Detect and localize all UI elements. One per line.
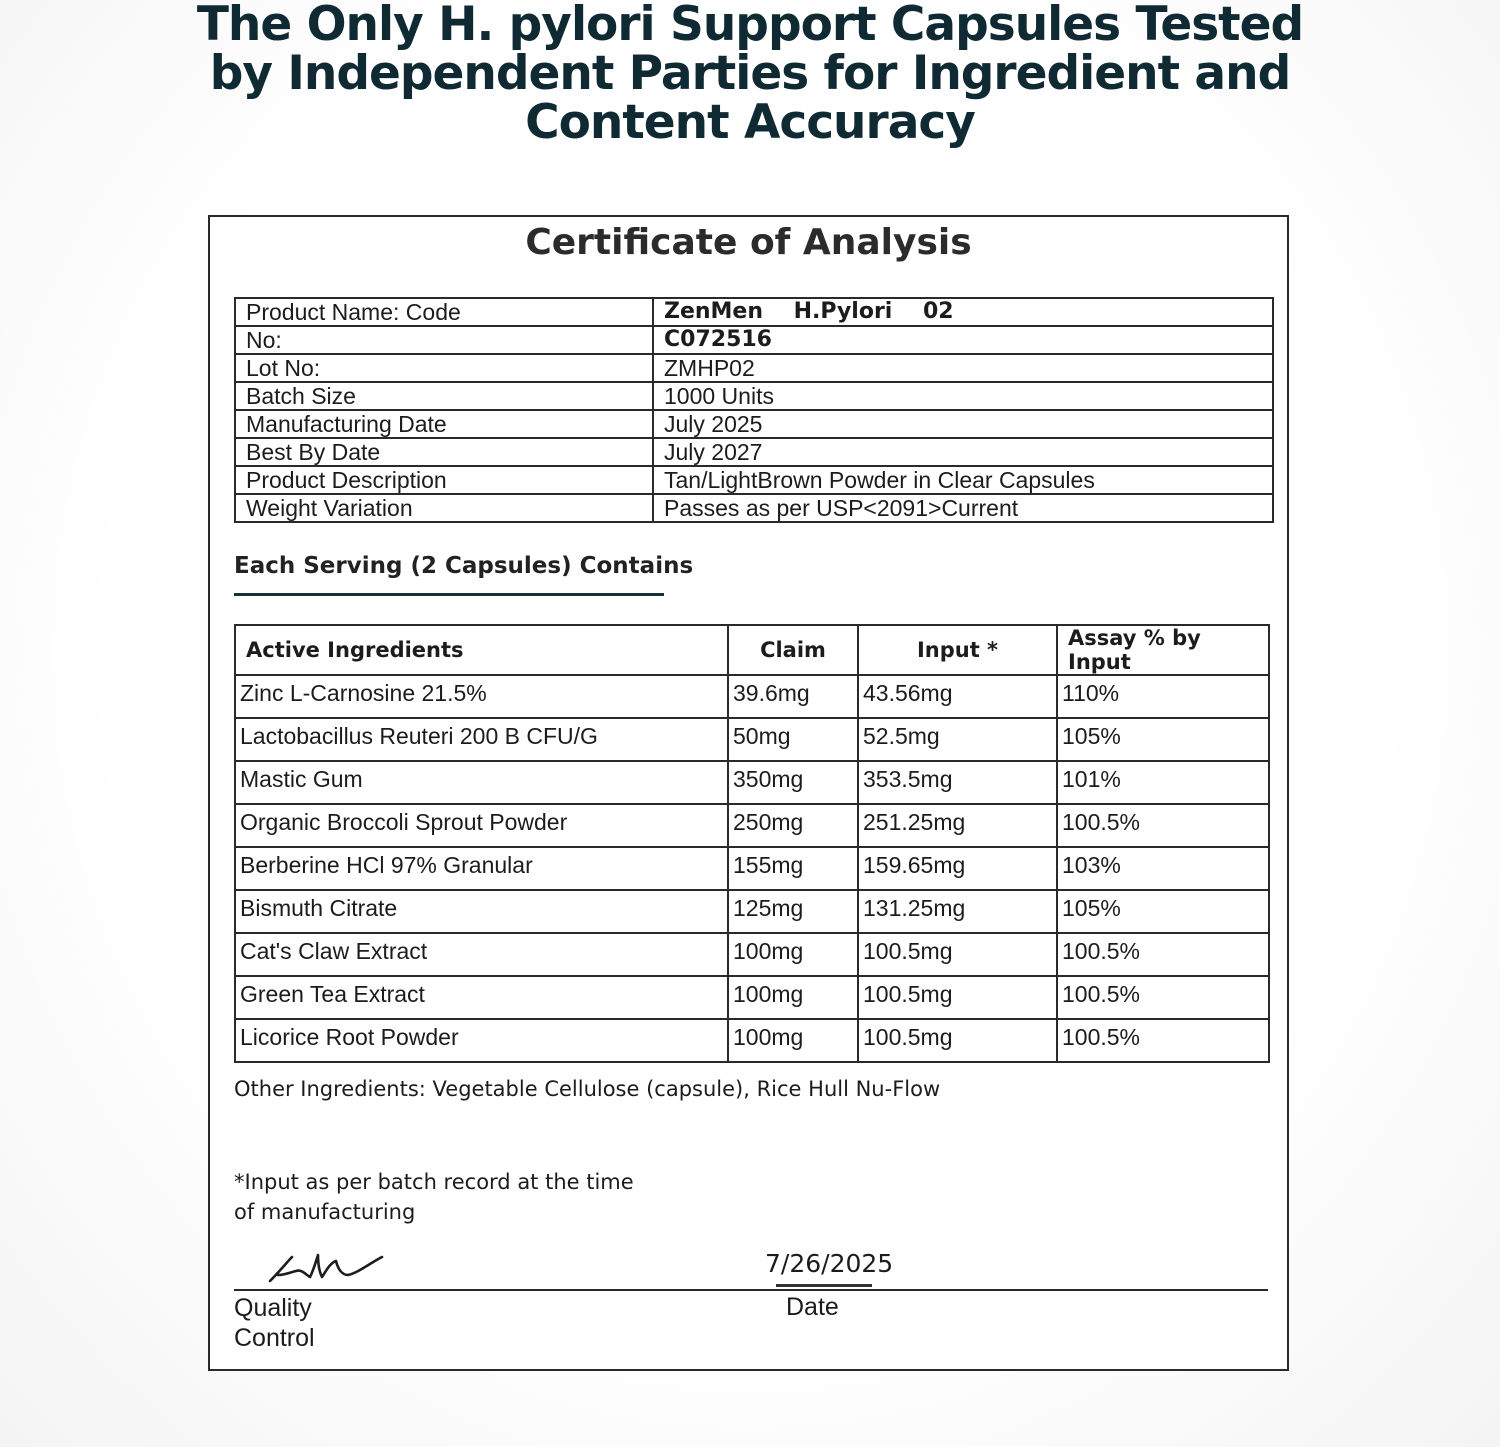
other-ingredients: Other Ingredients: Vegetable Cellulose (capsule), Rice Hull Nu-Flow [234, 1077, 941, 1101]
info-label: Batch Size [235, 382, 653, 410]
info-row [235, 494, 1273, 522]
ingredient-row [235, 976, 1269, 1019]
info-label: No: [235, 326, 653, 354]
info-row [235, 326, 1273, 354]
ingredient-cell: 101% [1057, 761, 1269, 804]
ingredient-cell: 125mg [728, 890, 858, 933]
ingredients-header-row [235, 625, 1269, 675]
ingredient-cell: Organic Broccoli Sprout Powder [235, 804, 728, 847]
ingredient-cell: 100.5mg [858, 976, 1057, 1019]
ingredient-cell: 103% [1057, 847, 1269, 890]
ingredient-row [235, 847, 1269, 890]
ingredients-table [234, 624, 1270, 1063]
ingredient-cell: 350mg [728, 761, 858, 804]
info-label: Weight Variation [235, 494, 653, 522]
ingredient-cell: 100mg [728, 1019, 858, 1062]
ingredients-column-header: Claim [728, 625, 858, 675]
headline-line-3: Content Accuracy [525, 95, 975, 150]
ingredient-cell: 110% [1057, 675, 1269, 718]
ingredient-cell: 100mg [728, 933, 858, 976]
ingredients-column-header: Active Ingredients [235, 625, 728, 675]
ingredient-cell: 43.56mg [858, 675, 1057, 718]
ingredient-cell: 100.5mg [858, 1019, 1057, 1062]
ingredient-row [235, 804, 1269, 847]
ingredient-cell: Green Tea Extract [235, 976, 728, 1019]
info-row [235, 382, 1273, 410]
ingredient-row [235, 890, 1269, 933]
info-value: July 2027 [653, 438, 1273, 466]
date-underline [776, 1284, 872, 1287]
ingredient-cell: 105% [1057, 718, 1269, 761]
info-value: Passes as per USP<2091>Current [653, 494, 1273, 522]
ingredient-cell: 100.5% [1057, 976, 1269, 1019]
ingredient-cell: 100mg [728, 976, 858, 1019]
input-footnote: *Input as per batch record at the time of manufacturing [234, 1170, 634, 1224]
serving-heading-underline [234, 593, 664, 596]
info-value: July 2025 [653, 410, 1273, 438]
info-value: ZenMen H.Pylori 02 [653, 298, 1273, 326]
ingredient-cell: Zinc L-Carnosine 21.5% [235, 675, 728, 718]
ingredient-row [235, 718, 1269, 761]
ingredient-cell: 100.5mg [858, 933, 1057, 976]
info-value: C072516 [653, 326, 1273, 354]
ingredient-cell: 100.5% [1057, 804, 1269, 847]
ingredient-cell: 52.5mg [858, 718, 1057, 761]
product-info-table [234, 297, 1274, 523]
ingredients-column-header: Input * [858, 625, 1057, 675]
ingredient-row [235, 1019, 1269, 1062]
ingredient-cell: Cat's Claw Extract [235, 933, 728, 976]
quality-control-label [234, 1293, 315, 1353]
info-label: Product Name: Code [235, 298, 653, 326]
ingredient-cell: Lactobacillus Reuteri 200 B CFU/G [235, 718, 728, 761]
signature-date: 7/26/2025 [765, 1249, 894, 1278]
info-row [235, 410, 1273, 438]
info-row [235, 354, 1273, 382]
ingredient-cell: 50mg [728, 718, 858, 761]
info-label: Manufacturing Date [235, 410, 653, 438]
ingredient-row [235, 675, 1269, 718]
ingredient-cell: 353.5mg [858, 761, 1057, 804]
ingredient-cell: 250mg [728, 804, 858, 847]
ingredient-cell: 105% [1057, 890, 1269, 933]
ingredient-cell: Licorice Root Powder [235, 1019, 728, 1062]
ingredient-cell: Mastic Gum [235, 761, 728, 804]
info-row [235, 466, 1273, 494]
ingredient-cell: 251.25mg [858, 804, 1057, 847]
ingredient-cell: 155mg [728, 847, 858, 890]
ingredient-cell: Berberine HCl 97% Granular [235, 847, 728, 890]
info-row [235, 438, 1273, 466]
headline-line-1: The Only H. pylori Support Capsules Tested [196, 0, 1304, 52]
quality-label-line-2: Control [234, 1324, 315, 1352]
headline-line-2: by Independent Parties for Ingredient and [209, 46, 1291, 101]
ingredient-cell: 100.5% [1057, 933, 1269, 976]
ingredient-row [235, 933, 1269, 976]
certificate-of-analysis [208, 215, 1289, 1371]
signature-line [234, 1289, 1268, 1291]
quality-label-line-1: Quality [234, 1294, 312, 1322]
ingredient-cell: 131.25mg [858, 890, 1057, 933]
info-label: Best By Date [235, 438, 653, 466]
ingredient-cell: 39.6mg [728, 675, 858, 718]
ingredients-column-header: Assay % by Input [1057, 625, 1269, 675]
certificate-title: Certificate of Analysis [525, 222, 972, 263]
serving-heading: Each Serving (2 Capsules) Contains [234, 553, 694, 579]
signature-image [266, 1249, 406, 1289]
info-row [235, 298, 1273, 326]
info-value: Tan/LightBrown Powder in Clear Capsules [653, 466, 1273, 494]
ingredient-cell: Bismuth Citrate [235, 890, 728, 933]
info-label: Lot No: [235, 354, 653, 382]
ingredient-cell: 159.65mg [858, 847, 1057, 890]
info-label: Product Description [235, 466, 653, 494]
date-label: Date [786, 1293, 839, 1321]
ingredient-row [235, 761, 1269, 804]
ingredient-cell: 100.5% [1057, 1019, 1269, 1062]
info-value: ZMHP02 [653, 354, 1273, 382]
page-headline [150, 0, 1350, 150]
info-value: 1000 Units [653, 382, 1273, 410]
